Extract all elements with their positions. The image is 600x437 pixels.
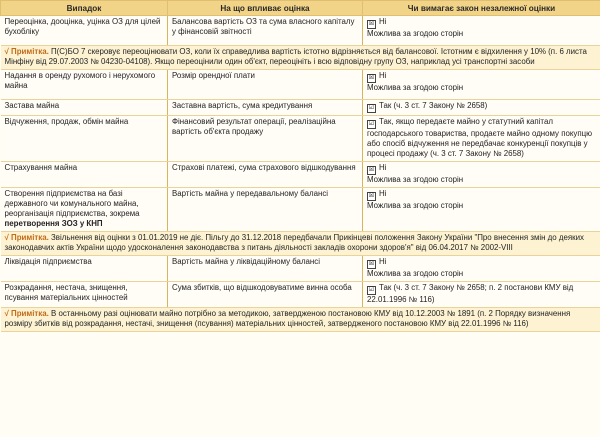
impact-cell: Страхові платежі, сума страхового відшкодування: [168, 162, 363, 188]
table-row: [1, 70, 600, 100]
law-cell: ☒ Ні Можлива за згодою сторін: [363, 188, 600, 232]
note-row: [1, 308, 600, 332]
case-cell: Відчуження, продаж, обмін майна: [1, 116, 168, 162]
header-law: Чи вимагає закон незалежної оцінки: [363, 1, 600, 16]
impact-cell: Вартість майна у ліквідаційному балансі: [168, 256, 363, 282]
note-text: В останньому разі оцінювати майно потрібно за методикою, затвердженою постановою КМУ від 10.12.2003 № 1891 (п. 2 Порядку визначення розміру збитків від розкрадання, нестачі, знищення (псування) матеріальних цінностей, затвердженого постановою КМУ від 22.01.1996 № 116): [4, 309, 571, 328]
checkbox-yes-icon: ☑: [368, 121, 375, 127]
highlight-text: перетворення ЗОЗ у КНП: [4, 219, 103, 228]
checkbox-yes-icon: ☑: [368, 105, 375, 111]
law-cell: ☑ Так (ч. 3 ст. 7 Закону № 2658): [363, 100, 600, 116]
checkbox-no-icon: ☒: [368, 167, 375, 173]
header-case: Випадок: [1, 1, 168, 16]
checkbox-no-icon: ☒: [368, 193, 375, 199]
impact-cell: Фінансовий результат операції, реалізаційна вартість об'єкта продажу: [168, 116, 363, 162]
law-cell: ☒ Ні Можлива за згодою сторін: [363, 16, 600, 46]
note-text: Звільнення від оцінки з 01.01.2019 не діє. Пільгу до 31.12.2018 передбачали Прикінцеві положення Закону України "Про внесення змін до деяких законодавчих актів України щодо удосконалення законодавства з питань діяльності закладів охорони здоров'я" від 06.04.2017 № 2002-VIII: [4, 233, 584, 252]
case-cell: Створення підприємства на базі державного чи комунального майна, реорганізація підприємства, зокрема перетворення ЗОЗ у КНП: [1, 188, 168, 232]
law-cell: ☒ Ні Можлива за згодою сторін: [363, 256, 600, 282]
table-row: [1, 282, 600, 308]
table-header: [1, 1, 600, 16]
case-cell: Страхування майна: [1, 162, 168, 188]
header-impact: На що впливає оцінка: [168, 1, 363, 16]
note-row: [1, 232, 600, 256]
note-row: [1, 46, 600, 70]
case-cell: Ліквідація підприємства: [1, 256, 168, 282]
case-cell: Переоцінка, дооцінка, уцінка ОЗ для цілей бухобліку: [1, 16, 168, 46]
case-cell: Розкрадання, нестача, знищення, псування матеріальних цінностей: [1, 282, 168, 308]
impact-cell: Вартість майна у передавальному балансі: [168, 188, 363, 232]
note-lead: √ Примітка.: [4, 309, 49, 318]
table-row: [1, 256, 600, 282]
law-cell: ☑ Так, якщо передаєте майно у статутний капітал господарського товариства, продаєте майно одному покупцю або спосіб відчуження не передбачає конкуренції покупців у процесі продажу (ч. 3 ст. 7 Закону № 2658): [363, 116, 600, 162]
table-row: [1, 188, 600, 232]
checkbox-yes-icon: ☑: [368, 287, 375, 293]
note-text: П(С)БО 7 скеровує переоцінювати ОЗ, коли їх справедлива вартість істотно відрізняється від балансової. Істотним є відхилення у 10% (п. 6 листа Мінфіну від 29.07.2003 № 04230-04108). Якщо переоцінили один об'єкт, переоцініть і всю відповідну групу ОЗ, наприклад усі транспортні засоби: [4, 47, 587, 66]
note-lead: √ Примітка.: [4, 233, 49, 242]
law-cell: ☒ Ні Можлива за згодою сторін: [363, 162, 600, 188]
law-cell: ☒ Ні Можлива за згодою сторін: [363, 70, 600, 100]
table-row: [1, 16, 600, 46]
law-cell: ☑ Так (ч. 3 ст. 7 Закону № 2658; п. 2 постанови КМУ від 22.01.1996 № 116): [363, 282, 600, 308]
table-row: [1, 100, 600, 116]
impact-cell: Заставна вартість, сума кредитування: [168, 100, 363, 116]
table-row: [1, 162, 600, 188]
impact-cell: Розмір орендної плати: [168, 70, 363, 100]
table-row: [1, 116, 600, 162]
note-lead: √ Примітка.: [4, 47, 49, 56]
case-cell: Надання в оренду рухомого і нерухомого майна: [1, 70, 168, 100]
checkbox-no-icon: ☒: [368, 261, 375, 267]
case-cell: Застава майна: [1, 100, 168, 116]
checkbox-no-icon: ☒: [368, 75, 375, 81]
checkbox-no-icon: ☒: [368, 21, 375, 27]
impact-cell: Балансова вартість ОЗ та сума власного капіталу у фінансовій звітності: [168, 16, 363, 46]
impact-cell: Сума збитків, що відшкодовуватиме винна особа: [168, 282, 363, 308]
